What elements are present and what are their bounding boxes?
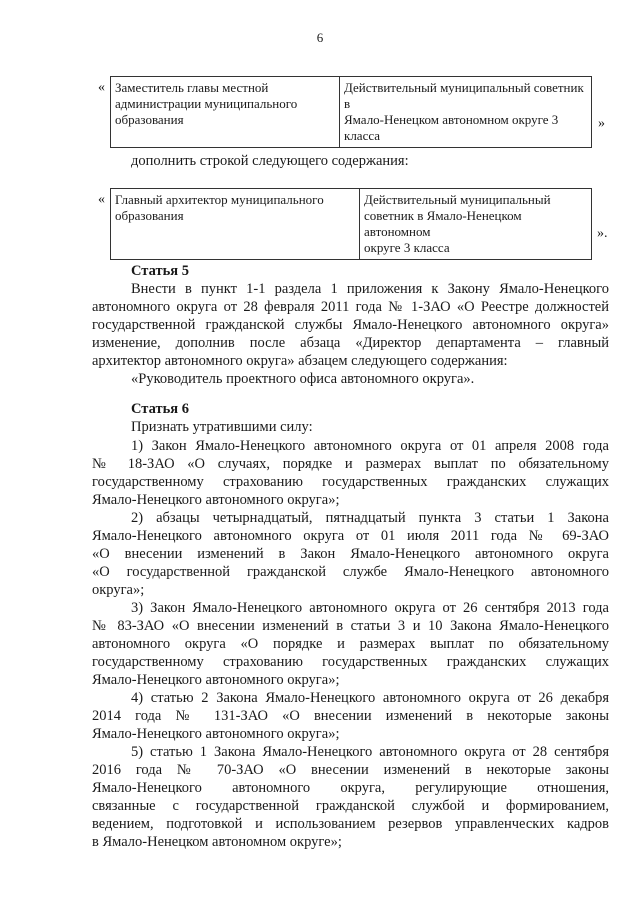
article-6-heading: Статья 6 [131,401,189,417]
position-table-2 [110,188,592,260]
article-5-heading: Статья 5 [131,263,189,279]
article-6-line: 4) статью 2 Закона Ямало-Ненецкого автономного округа от 26 декабря [131,690,609,706]
article-5-line: государственной гражданской службы Ямало-Ненецкого автономного округа» [92,317,609,333]
article-6-line: «О внесении изменений в Закон Ямало-Ненецкого автономного округа [92,546,609,562]
article-6-line: 2) абзацы четырнадцатый, пятнадцатый пункта 3 статьи 1 Закона [131,510,609,526]
article-6-line: в Ямало-Ненецком автономном округе»; [92,834,342,850]
article-6-line: 1) Закон Ямало-Ненецкого автономного округа от 01 апреля 2008 года [131,438,609,454]
position-cell [111,189,360,260]
open-quote: « [98,192,105,207]
open-quote: « [98,80,105,95]
close-quote: ». [597,226,608,241]
article-6-line: № 18-ЗАО «О случаях, порядке и размерах выплат по обязательному [92,456,609,472]
article-6-line: Ямало-Ненецкого автономного округа»; [92,726,340,742]
article-5-line: изменение, дополнив после абзаца «Директор департамента – главный [92,335,609,351]
article-6-line: автономного округа «О порядке и размерах выплат по обязательному [92,636,609,652]
article-6-line: Ямало-Ненецкого автономного округа»; [92,672,340,688]
article-5-line: «Руководитель проектного офиса автономного округа». [131,371,475,387]
article-6-line: Ямало-Ненецкого автономного округа, регулирующие отношения, [92,780,609,796]
position-table-1 [110,76,592,148]
rank-line: Действительный муниципальный советник в [344,80,584,111]
add-line-text: дополнить строкой следующего содержания: [131,153,409,169]
position-line: Главный архитектор муниципального [115,192,324,207]
rank-line: Ямало-Ненецком автономном округе 3 [344,112,559,127]
rank-line: советник в Ямало-Ненецком автономном [364,208,522,239]
article-5-line: автономного округа от 28 февраля 2011 года № 1-ЗАО «О Реестре должностей [92,299,609,315]
article-6-line: Ямало-Ненецкого автономного округа от 01 июля 2011 года № 69-ЗАО [92,528,609,544]
article-5-line: Внести в пункт 1-1 раздела 1 приложения к Закону Ямало-Ненецкого [131,281,609,297]
article-6-line: связанные с государственной гражданской службой и формированием, [92,798,609,814]
article-6-line: 5) статью 1 Закона Ямало-Ненецкого автономного округа от 28 сентября [131,744,609,760]
article-6-line: «О государственной гражданской службе Ямало-Ненецкого автономного [92,564,609,580]
position-line: Заместитель главы местной [115,80,269,95]
article-6-line: ведением, подготовкой и использованием резервов управленческих кадров [92,816,609,832]
article-6-line: № 83-ЗАО «О внесении изменений в статьи 3 и 10 Закона Ямало-Ненецкого [92,618,609,634]
article-6-line: Ямало-Ненецкого автономного округа»; [92,492,340,508]
position-line: образования [115,208,184,223]
article-6-line: государственному страхованию государственных гражданских служащих [92,654,609,670]
article-6-line: 2016 года № 70-ЗАО «О внесении изменений в некоторые законы [92,762,609,778]
rank-line: Действительный муниципальный [364,192,551,207]
article-6-line: 3) Закон Ямало-Ненецкого автономного округа от 26 сентября 2013 года [131,600,609,616]
article-6-line: 2014 года № 131-ЗАО «О внесении изменений в некоторые законы [92,708,609,724]
rank-cell [360,189,592,260]
article-6-line: округа»; [92,582,145,598]
article-6-line: Признать утратившими силу: [131,419,313,435]
position-line: администрации муниципального [115,96,298,111]
rank-cell [340,77,592,148]
position-line: образования [115,112,184,127]
position-cell [111,77,340,148]
article-5-line: архитектор автономного округа» абзацем следующего содержания: [92,353,508,369]
page-number: 6 [316,30,324,45]
close-quote: » [598,116,605,131]
rank-line: класса [344,128,381,143]
article-6-line: государственному страхованию государственных гражданских служащих [92,474,609,490]
rank-line: округе 3 класса [364,240,450,255]
